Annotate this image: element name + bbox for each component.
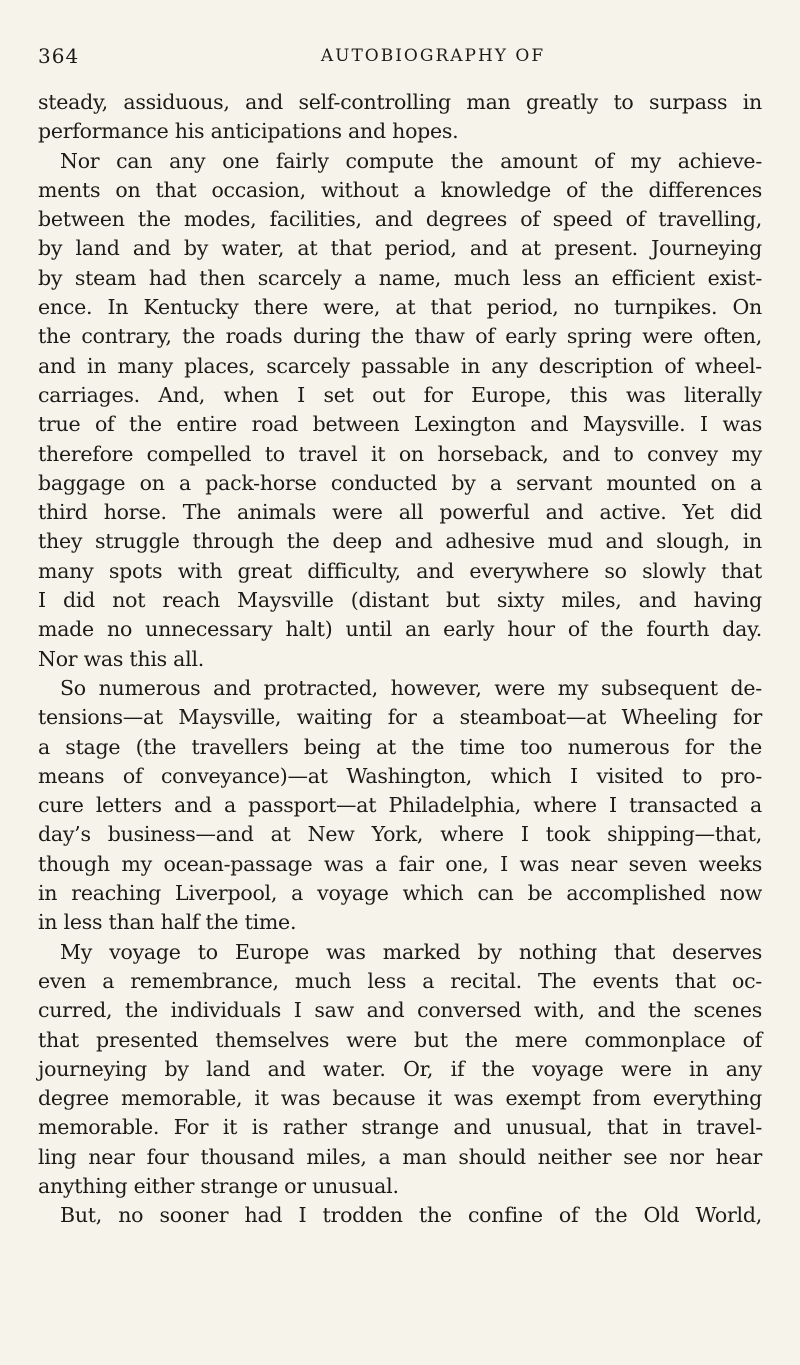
- text-line: true of the entire road between Lexington and Maysville. I was: [38, 412, 762, 437]
- text-line: But, no sooner had I trodden the confine of the Old World,: [60, 1203, 762, 1228]
- text-line: third horse. The animals were all powerful and active. Yet did: [38, 500, 762, 525]
- text-line: between the modes, facilities, and degrees of speed of travelling,: [38, 207, 762, 232]
- text-line: ling near four thousand miles, a man should neither see nor hear: [38, 1144, 762, 1169]
- text-line: Nor was this all.: [38, 646, 205, 671]
- body-text: [38, 88, 762, 1231]
- text-line: in less than half the time.: [38, 910, 297, 935]
- text-line: though my ocean-passage was a fair one, I was near seven weeks: [38, 851, 762, 876]
- running-title: AUTOBIOGRAPHY OF: [320, 46, 546, 66]
- text-line: therefore compelled to travel it on horseback, and to convey my: [38, 441, 762, 466]
- text-line: steady, assiduous, and self-controlling man greatly to surpass in: [38, 90, 762, 114]
- text-line: in reaching Liverpool, a voyage which can be accomplished now: [38, 881, 762, 906]
- running-head: [38, 44, 758, 74]
- text-line: the contrary, the roads during the thaw of early spring were often,: [38, 324, 762, 349]
- text-line: carriages. And, when I set out for Europe, this was literally: [38, 382, 762, 407]
- text-line: a stage (the travellers being at the time too numerous for the: [38, 734, 762, 759]
- text-line: day’s business—and at New York, where I took shipping—that,: [38, 822, 762, 847]
- text-line: that presented themselves were but the mere commonplace of: [38, 1027, 762, 1052]
- text-line: cure letters and a passport—at Philadelphia, where I transacted a: [38, 793, 762, 818]
- text-line: Nor can any one fairly compute the amount of my achieve-: [60, 148, 762, 173]
- text-line: ence. In Kentucky there were, at that period, no turnpikes. On: [38, 295, 762, 320]
- text-line: tensions—at Maysville, waiting for a steamboat—at Wheeling for: [38, 705, 762, 730]
- text-line: baggage on a pack-horse conducted by a servant mounted on a: [38, 470, 762, 495]
- text-line: made no unnecessary halt) until an early hour of the fourth day.: [38, 617, 762, 642]
- text-line: My voyage to Europe was marked by nothing that deserves: [60, 939, 762, 964]
- text-line: even a remembrance, much less a recital. The events that oc-: [38, 968, 762, 993]
- text-line: curred, the individuals I saw and conversed with, and the scenes: [38, 998, 762, 1023]
- text-line: journeying by land and water. Or, if the voyage were in any: [38, 1056, 762, 1081]
- page-number: 364: [38, 44, 80, 68]
- text-line: they struggle through the deep and adhesive mud and slough, in: [38, 529, 762, 554]
- text-line: degree memorable, it was because it was exempt from everything: [38, 1086, 762, 1111]
- text-line: So numerous and protracted, however, were my subsequent de-: [60, 675, 762, 700]
- text-line: by land and by water, at that period, and at present. Journeying: [38, 236, 762, 261]
- text-line: means of conveyance)—at Washington, which I visited to pro-: [38, 763, 762, 788]
- text-line: memorable. For it is rather strange and unusual, that in travel-: [38, 1115, 762, 1140]
- text-line: ments on that occasion, without a knowledge of the differences: [38, 177, 762, 202]
- text-line: anything either strange or unusual.: [38, 1173, 399, 1198]
- text-line: many spots with great difficulty, and everywhere so slowly that: [38, 558, 762, 583]
- text-line: performance his anticipations and hopes.: [38, 119, 459, 144]
- text-line: and in many places, scarcely passable in any description of wheel-: [38, 353, 762, 378]
- text-line: by steam had then scarcely a name, much less an efficient exist-: [38, 265, 762, 290]
- text-line: I did not reach Maysville (distant but sixty miles, and having: [38, 588, 762, 613]
